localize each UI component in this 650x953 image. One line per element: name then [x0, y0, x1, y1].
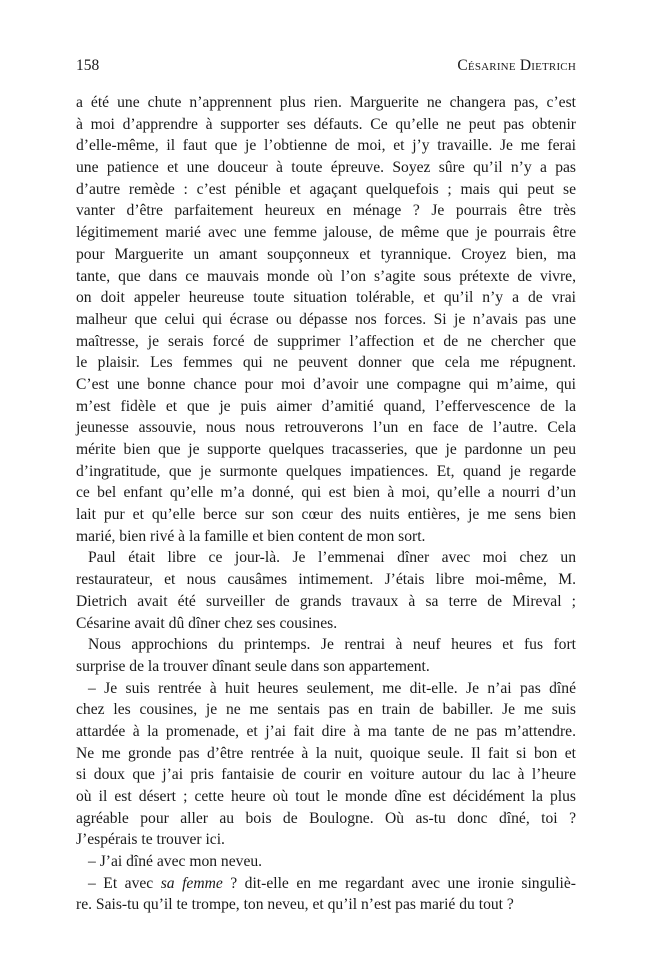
text-line: on doit appeler heureuse toute situation tolérable, et qu’il n’y a de vrai [76, 289, 576, 307]
text-line: lait pur et qu’elle berce sur son cœur des nuits entières, je me sens bien [76, 506, 576, 524]
text-line: où il est désert ; cette heure où tout le monde dîne est décidément la plus [76, 788, 576, 805]
text-line: Dietrich avait été surveiller de grands travaux à sa terre de Mireval ; [76, 592, 576, 610]
text-line: attardée à la promenade, et j’ai fait dire à ma tante de ne pas m’attendre. [76, 722, 576, 740]
text-line: si doux que j’ai pris fantaisie de courir en voiture autour du lac à l’heure [76, 766, 576, 784]
text-line: Paul était libre ce jour-là. Je l’emmenai dîner avec moi chez un [88, 549, 576, 567]
text-line: chez les cousines, je ne me sentais pas en train de babiller. Je me suis [76, 701, 576, 719]
page-number: 158 [76, 57, 100, 74]
text-line: J’espérais te trouver ici. [76, 831, 225, 849]
text-line: le plaisir. Les femmes qui ne peuvent donner que cela me répugnent. [76, 354, 576, 372]
text-line: d’elle-même, il faut que je l’obtienne de moi, et j’y travaille. Je me ferai [76, 137, 576, 155]
text-line: Césarine avait dû dîner chez ses cousines. [76, 614, 338, 632]
text-line: malheur que celui qui écrase ou dépasse nos forces. Si je n’avais pas une [76, 310, 576, 328]
text-line: agréable pour aller au bois de Boulogne. Où as-tu donc dîné, toi ? [76, 809, 576, 827]
body-text [76, 92, 576, 916]
text-line: légitimement marié avec une femme jalouse, de même que je pourrais être [76, 224, 576, 242]
page-header [76, 56, 576, 76]
text-line: pour Marguerite un amant soupçonneux et tyrannique. Croyez bien, ma [76, 245, 576, 263]
text-line: m’est fidèle et que je puis aimer d’amitié quand, l’effervescence de la [76, 397, 576, 415]
running-title: Césarine Dietrich [457, 57, 576, 74]
text-line: – J’ai dîné avec mon neveu. [88, 853, 263, 871]
text-line: d’ingratitude, que je surmonte quelques impatiences. Et, quand je regarde [76, 462, 576, 480]
text-line: C’est une bonne chance pour moi d’avoir une compagne qui m’aime, qui [76, 375, 576, 393]
text-line: tante, que dans ce mauvais monde où l’on s’agite sous prétexte de vivre, [76, 267, 576, 285]
text-line: une patience et une douceur à toute épreuve. Soyez sûre qu’il n’y a pas [76, 159, 576, 177]
text-line: re. Sais-tu qu’il te trompe, ton neveu, et qu’il n’est pas marié du tout ? [76, 896, 514, 914]
text-line: restaurateur, et nous causâmes intimement. J’étais libre moi-même, M. [76, 571, 576, 589]
text-line: mérite bien que je supporte quelques tracasseries, que je pardonne un peu [76, 441, 576, 458]
text-line: a été une chute n’apprennent plus rien. Marguerite ne changera pas, c’est [76, 94, 576, 111]
text-line: surprise de la trouver dînant seule dans son appartement. [76, 657, 430, 675]
text-line: marié, bien rivé à la famille et bien content de mon sort. [76, 527, 426, 545]
text-line: d’autre remède : c’est pénible et agaçant quelquefois ; mais qui peut se [76, 180, 576, 198]
text-line: ce bel enfant qu’elle m’a donné, qui est bien à moi, qu’elle a nourri d’un [76, 484, 576, 502]
text-line: vanter d’être parfaitement heureux en ménage ? Je pourrais être très [76, 202, 576, 220]
text-line: Ne me gronde pas d’être rentrée à la nuit, quoique seule. Il fait si bon et [76, 744, 576, 762]
text-line: – Et avec sa femme ? dit-elle en me regardant avec une ironie singuliè- [88, 874, 576, 892]
text-line: Nous approchions du printemps. Je rentrai à neuf heures et fus fort [88, 636, 576, 654]
text-line: jeunesse assouvie, nous nous retrouverons l’un en face de l’autre. Cela [76, 419, 576, 437]
emphasis-text: sa femme [160, 874, 223, 892]
text-line: – Je suis rentrée à huit heures seulement, me dit-elle. Je n’ai pas dîné [88, 679, 576, 697]
text-line: à moi d’apprendre à supporter ses défauts. Ce qu’elle ne peut pas obtenir [76, 115, 576, 133]
text-line: maîtresse, je serais forcé de supprimer l’affection et de ne chercher que [76, 332, 576, 350]
